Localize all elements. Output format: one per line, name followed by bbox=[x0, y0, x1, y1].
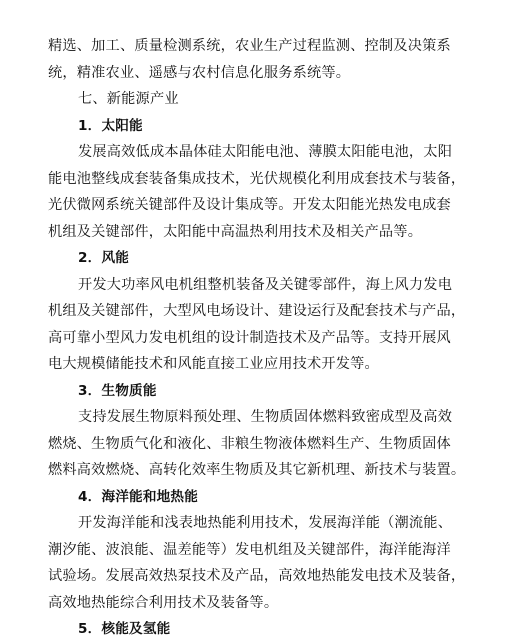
paragraph-line: 燃料高效燃烧、高转化效率生物质及其它新机理、新技术与装置。 bbox=[48, 462, 466, 478]
paragraph-line: 机组及关键部件，大型风电场设计、建设运行及配套技术与产品， bbox=[48, 303, 466, 319]
paragraph-line: 潮汐能、波浪能、温差能等）发电机组及关键部件，海洋能海洋 bbox=[48, 541, 451, 558]
subsection-heading-solar: 1．太阳能 bbox=[78, 117, 143, 134]
paragraph-line: 开发海洋能和浅表地热能利用技术，发展海洋能（潮流能、 bbox=[78, 515, 453, 531]
paragraph-line: 高可靠小型风力发电机组的设计制造技术及产品等。支持开展风 bbox=[48, 329, 451, 346]
subsection-heading-wind: 2．风能 bbox=[78, 250, 130, 266]
paragraph-line: 能电池整线成套装备集成技术，光伏规模化利用成套技术与装备， bbox=[48, 170, 466, 187]
paragraph-line: 燃烧、生物质气化和液化、非粮生物液体燃料生产、生物质固体 bbox=[48, 435, 451, 452]
paragraph-line: 发展高效低成本晶体硅太阳能电池、薄膜太阳能电池，太阳 bbox=[78, 144, 453, 160]
paragraph-line: 试验场。发展高效热泵技术及产品，高效地热能发电技术及装备， bbox=[48, 568, 466, 584]
subsection-heading-nuclear-hydrogen: 5．核能及氢能 bbox=[78, 621, 171, 637]
subsection-heading-ocean-geothermal: 4．海洋能和地热能 bbox=[78, 488, 199, 505]
paragraph-line: 开发大功率风电机组整机装备及关键零部件，海上风力发电 bbox=[78, 276, 453, 293]
paragraph-line: 精选、加工、质量检测系统，农业生产过程监测、控制及决策系 bbox=[48, 38, 451, 54]
paragraph-line: 高效地热能综合利用技术及装备等。 bbox=[48, 594, 279, 611]
section-heading: 七、新能源产业 bbox=[78, 91, 179, 107]
document-page bbox=[48, 0, 472, 643]
paragraph-line: 统，精准农业、遥感与农村信息化服务系统等。 bbox=[48, 64, 351, 81]
paragraph-line: 支持发展生物原料预处理、生物质固体燃料致密成型及高效 bbox=[78, 409, 453, 425]
paragraph-line: 机组及关键部件，太阳能中高温热利用技术及相关产品等。 bbox=[48, 223, 423, 240]
paragraph-line: 光伏微网系统关键部件及设计集成等。开发太阳能光热发电成套 bbox=[48, 197, 451, 213]
subsection-heading-biomass: 3．生物质能 bbox=[78, 382, 157, 399]
paragraph-line: 电大规模储能技术和风能直接工业应用技术开发等。 bbox=[48, 356, 379, 372]
